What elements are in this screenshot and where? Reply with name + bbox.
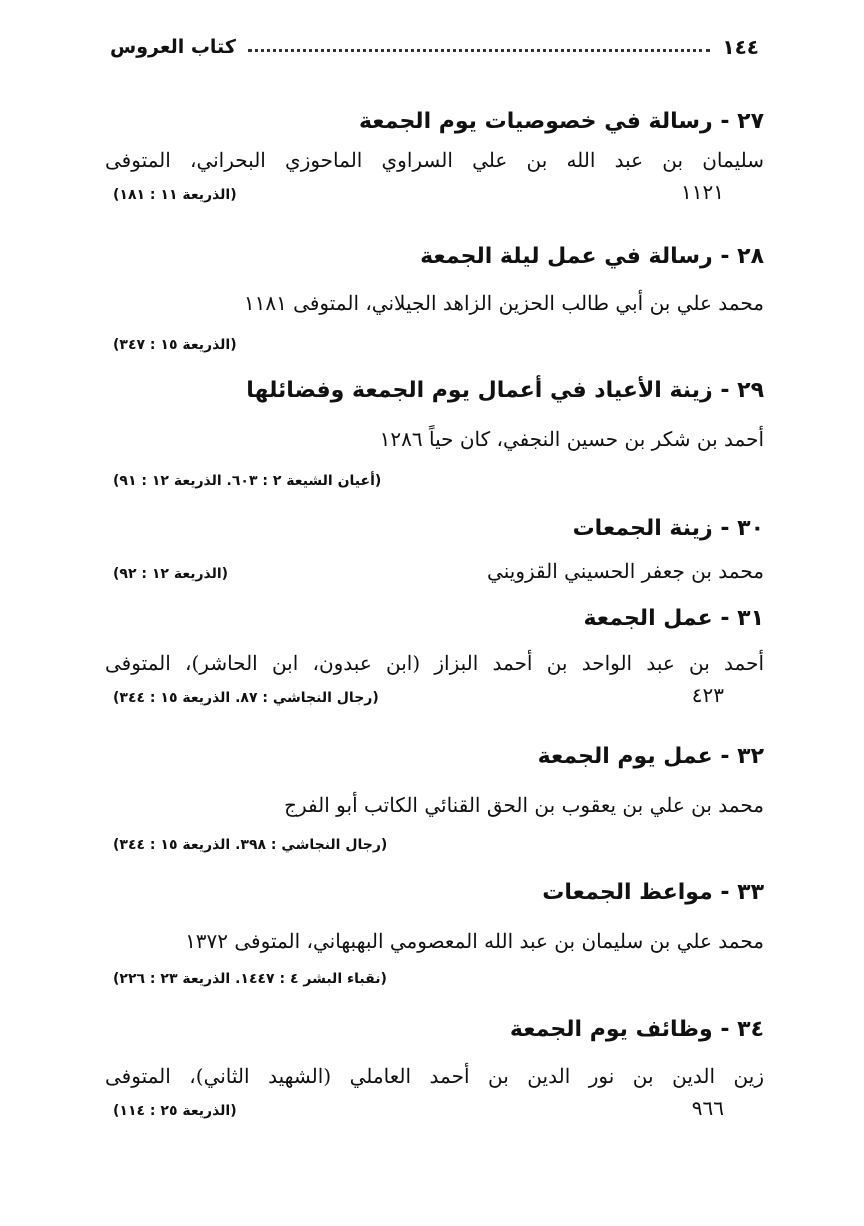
entry-ref-row (105, 466, 764, 496)
entry-ref-row (105, 177, 764, 210)
header-leader-dots (248, 49, 711, 52)
bibliographic-reference: (الذريعة ١١ : ١٨١) (113, 187, 237, 203)
entry-title: ٣٢ - عمل يوم الجمعة (537, 744, 764, 769)
entry-34 (105, 1013, 764, 1126)
entry-30 (105, 512, 764, 591)
bibliographic-reference: (أعيان الشيعة ٢ : ٦٠٣. الذريعة ١٢ : ٩١) (113, 473, 382, 489)
entry-author: محمد بن علي بن يعقوب بن الحق القنائي الكاتب أبو الفرج (284, 793, 764, 817)
bibliographic-reference: (الذريعة ١٥ : ٣٤٧) (113, 337, 237, 353)
entry-title: ٢٨ - رسالة في عمل ليلة الجمعة (420, 244, 764, 269)
death-year: ١١٢١ (681, 180, 724, 204)
entry-author: محمد بن جعفر الحسيني القزويني (487, 559, 764, 583)
entry-author: زين الدين بن نور الدين بن أحمد العاملي (الشهيد الثاني)، المتوفى (105, 1064, 764, 1088)
entry-title: ٣٤ - وظائف يوم الجمعة (509, 1017, 764, 1042)
entry-27 (105, 105, 764, 210)
death-year: ٤٢٣ (691, 683, 724, 707)
entry-28 (105, 240, 764, 360)
entry-title: ٢٩ - زينة الأعياد في أعمال يوم الجمعة وفضائلها (246, 378, 764, 403)
book-title: كتاب العروس (110, 36, 236, 58)
entry-title: ٢٧ - رسالة في خصوصيات يوم الجمعة (358, 109, 764, 134)
entry-author: أحمد بن شكر بن حسين النجفي، كان حياً ١٢٨٦ (379, 427, 764, 451)
entry-ref-row (105, 680, 764, 713)
page-number: ١٤٤ (722, 35, 759, 59)
bibliographic-reference: (نقباء البشر ٤ : ١٤٤٧. الذريعة ٢٣ : ٢٢٦) (113, 971, 387, 987)
bibliographic-reference: (الذريعة ٢٥ : ١١٤) (113, 1103, 237, 1119)
entry-ref-row (105, 330, 764, 360)
entry-29 (105, 374, 764, 496)
entry-ref-row (105, 964, 764, 994)
bibliographic-reference: (الذريعة ١٢ : ٩٢) (113, 566, 229, 582)
entry-ref-row (105, 830, 764, 860)
entry-ref-row (105, 1093, 764, 1126)
bibliographic-reference: (رجال النجاشي : ٨٧. الذريعة ١٥ : ٣٤٤) (113, 690, 379, 706)
entry-33 (105, 876, 764, 994)
entry-32 (105, 740, 764, 860)
running-header (110, 30, 759, 64)
entry-title: ٣١ - عمل الجمعة (583, 606, 764, 631)
death-year: ٩٦٦ (691, 1096, 724, 1120)
entry-author: محمد علي بن أبي طالب الحزين الزاهد الجيلاني، المتوفى ١١٨١ (243, 291, 764, 315)
bibliographic-reference: (رجال النجاشي : ٣٩٨. الذريعة ١٥ : ٣٤٤) (113, 837, 388, 853)
entry-title: ٣٣ - مواعظ الجمعات (542, 880, 764, 905)
entry-31 (105, 602, 764, 713)
entry-author-ref-row (105, 554, 764, 591)
entry-author: سليمان بن عبد الله بن علي السراوي الماحوزي البحراني، المتوفى (105, 148, 764, 172)
entry-author: محمد علي بن سليمان بن عبد الله المعصومي البهبهاني، المتوفى ١٣٧٢ (185, 929, 764, 953)
entry-title: ٣٠ - زينة الجمعات (572, 516, 764, 541)
entry-author: أحمد بن عبد الواحد بن أحمد البزاز (ابن عبدون، ابن الحاشر)، المتوفى (105, 651, 764, 675)
